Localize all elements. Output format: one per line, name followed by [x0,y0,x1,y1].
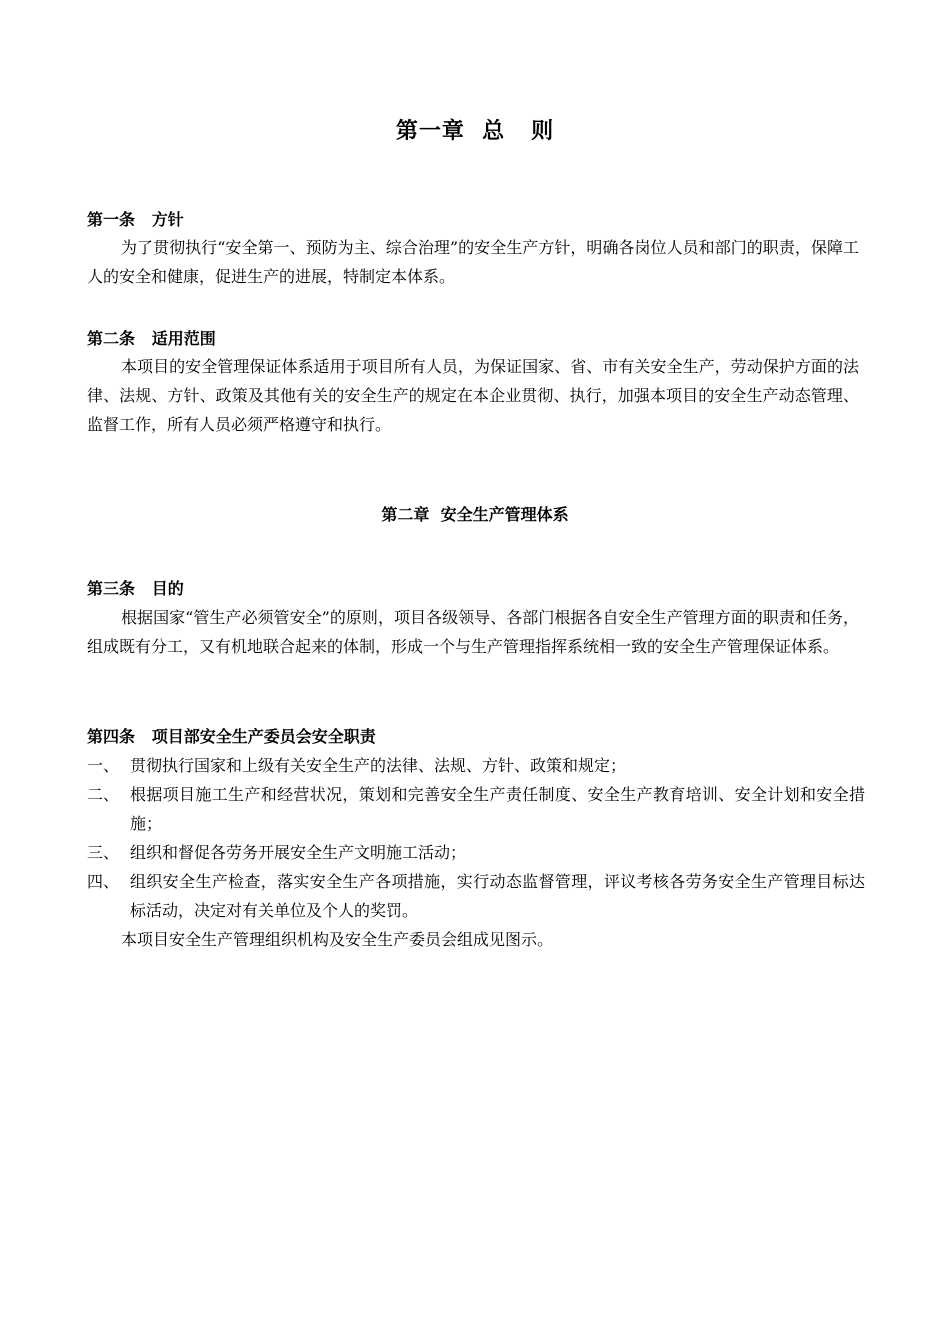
article-1-heading: 第一条 方针 [87,210,184,229]
duty-list-item [87,867,865,925]
list-number: 四、 [87,872,120,891]
list-text: 组织安全生产检查，落实安全生产各项措施，实行动态监督管理，评议考核各劳务安全生产管理目标达标活动，决定对有关单位及个人的奖罚。 [130,872,865,920]
article-4-heading: 第四条 项目部安全生产委员会安全职责 [87,727,376,746]
article-3-heading: 第三条 目的 [87,579,184,598]
article-2-body: 本项目的安全管理保证体系适用于项目所有人员，为保证国家、省、市有关安全生产，劳动保护方面的法律、法规、方针、政策及其他有关的安全生产的规定在本企业贯彻、执行，加强本项目的安全生产动态管理、监督工作，所有人员必须严格遵守和执行。 [87,357,859,434]
chapter-1-title: 第一章 总 则 [395,119,555,144]
list-number: 一、 [87,756,120,775]
article-4-closing: 本项目安全生产管理组织机构及安全生产委员会组成见图示。 [121,930,554,949]
list-number: 二、 [87,785,120,804]
article-3-body: 根据国家“管生产必须管安全”的原则，项目各级领导、各部门根据各自安全生产管理方面的职责和任务，组成既有分工，又有机地联合起来的体制，形成一个与生产管理指挥系统相一致的安全生产管理保证体系。 [87,608,859,656]
list-text: 组织和督促各劳务开展安全生产文明施工活动； [130,843,467,862]
list-text: 根据项目施工生产和经营状况，策划和完善安全生产责任制度、安全生产教育培训、安全计划和安全措施； [130,785,865,833]
duty-list-item [87,780,865,838]
list-number: 三、 [87,843,120,862]
list-text: 贯彻执行国家和上级有关安全生产的法律、法规、方针、政策和规定； [130,756,627,775]
article-1-body: 为了贯彻执行“安全第一、预防为主、综合治理”的安全生产方针，明确各岗位人员和部门的职责，保障工人的安全和健康，促进生产的进展，特制定本体系。 [87,238,859,286]
duty-list-item [87,838,865,867]
duty-list-item [87,751,865,780]
chapter-2-title: 第二章 安全生产管理体系 [381,505,569,524]
article-2-heading: 第二条 适用范围 [87,329,216,348]
